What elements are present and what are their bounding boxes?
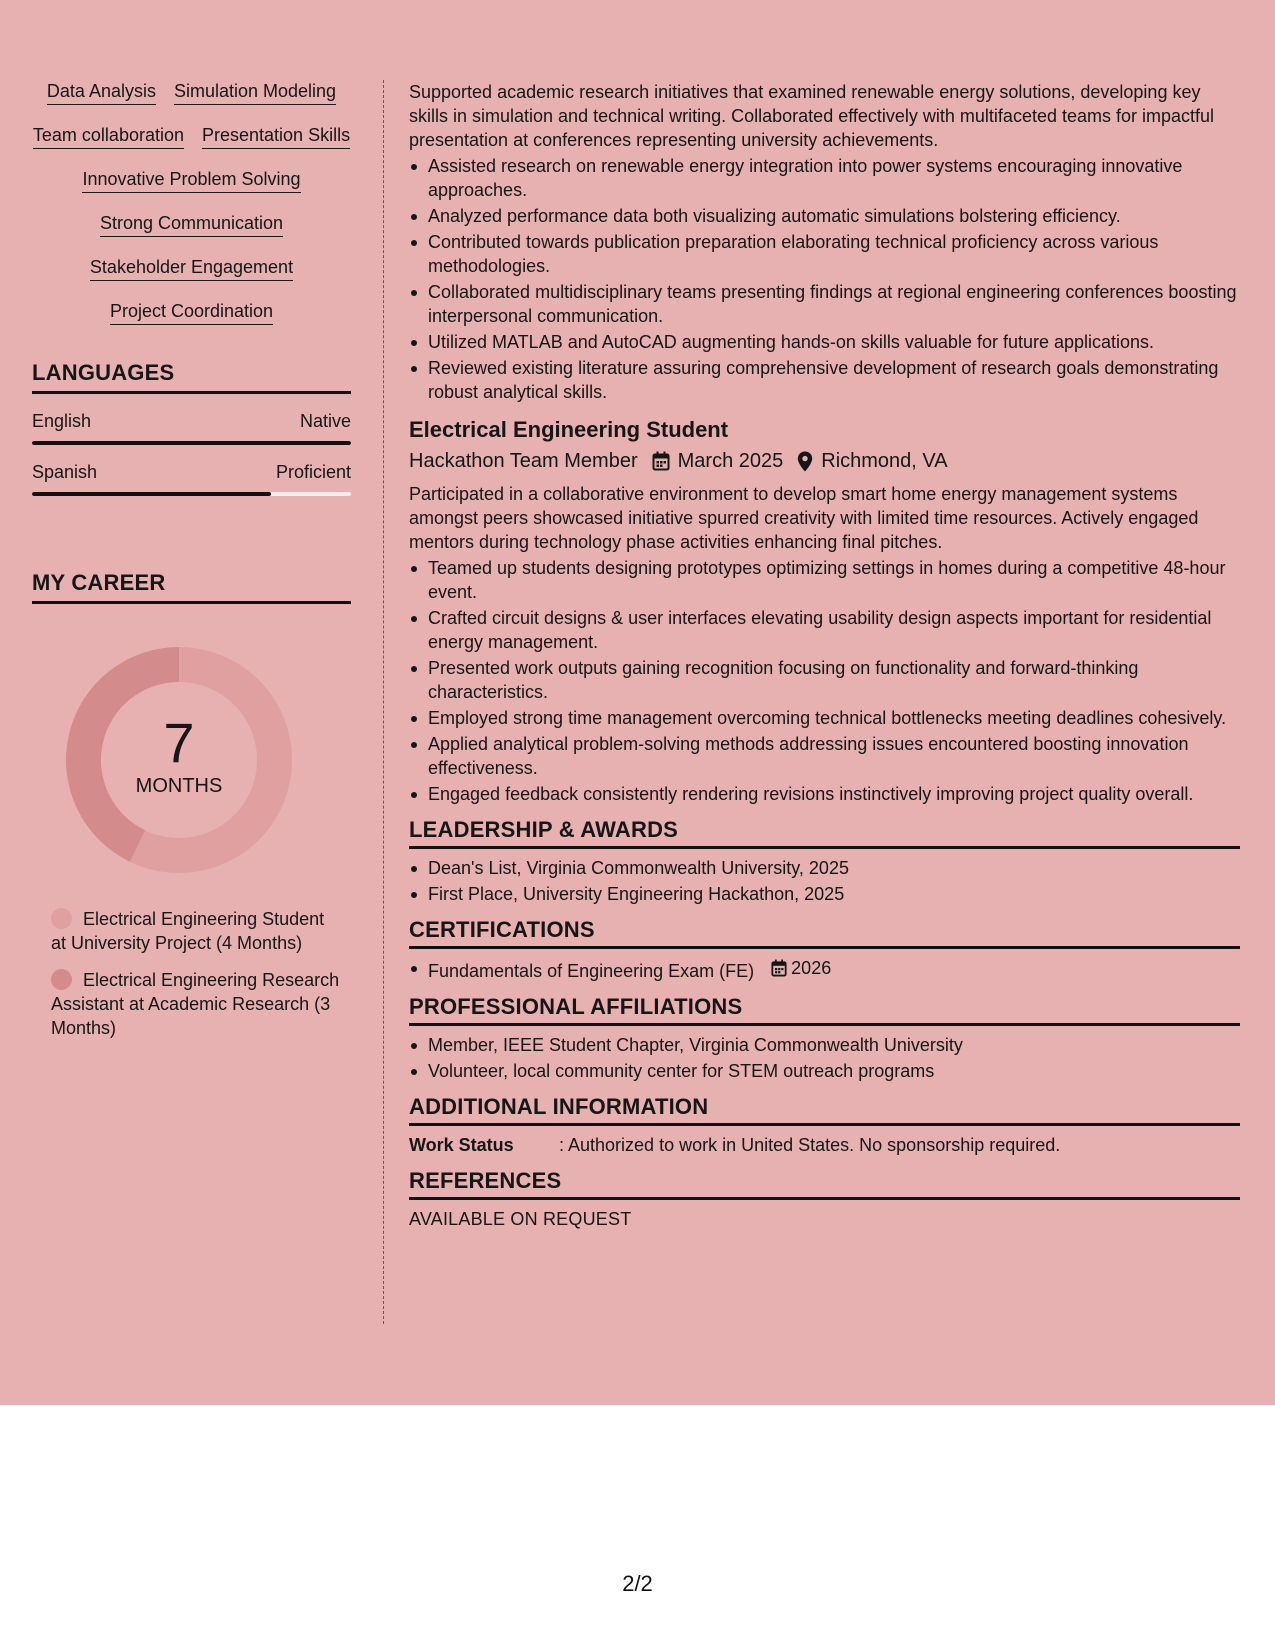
job-location: Richmond, VA (821, 450, 948, 472)
calendar-icon (771, 959, 787, 977)
certifications-list (409, 956, 1240, 983)
career-legend (51, 907, 341, 1040)
info-key: Work Status (409, 1135, 514, 1155)
job-title: Electrical Engineering Student (409, 417, 729, 442)
skill-tag: Strong Communication (100, 212, 283, 237)
career-heading: MY CAREER (32, 570, 351, 604)
affiliations-heading: PROFESSIONAL AFFILIATIONS (409, 995, 1240, 1026)
career-donut-chart (66, 647, 292, 873)
certifications-section (409, 918, 1240, 983)
legend-item (51, 907, 341, 955)
page-number: 2/2 (622, 1571, 653, 1596)
legend-item (51, 968, 341, 1040)
leadership-list (409, 856, 1240, 906)
language-item (32, 410, 351, 445)
leadership-section (409, 818, 1240, 906)
certification-year-wrap (771, 956, 831, 980)
experience-bullets (409, 154, 1240, 404)
bullet-item: Collaborated multidisciplinary teams presenting findings at regional engineering conferences boosting interpersonal communication. (409, 280, 1240, 328)
bullet-item: Applied analytical problem-solving methods addressing issues encountered boosting innovation effectiveness. (409, 732, 1240, 780)
job-summary: Participated in a collaborative environment to develop smart home energy management systems amongst peers showcased initiative spurred creativity with limited time resources. Actively engaged mentors during technology phase activities enhancing final pitches. (409, 484, 1199, 552)
bullet-item: Member, IEEE Student Chapter, Virginia Commonwealth University (409, 1033, 1240, 1057)
skill-tag: Presentation Skills (202, 124, 350, 149)
experience-continued (409, 80, 1240, 404)
bullet-item: Contributed towards publication preparation elaborating technical proficiency across various methodologies. (409, 230, 1240, 278)
language-proficiency-fill (32, 492, 271, 496)
skills-list (32, 80, 351, 344)
job-date: March 2025 (677, 450, 784, 472)
additional-info-section (409, 1095, 1240, 1157)
bullet-item: Utilized MATLAB and AutoCAD augmenting hands-on skills valuable for future applications. (409, 330, 1240, 354)
calendar-icon (652, 451, 670, 471)
language-level: Proficient (275, 462, 351, 482)
language-proficiency-bar (32, 492, 351, 496)
affiliations-list (409, 1033, 1240, 1083)
right-column (409, 80, 1240, 1231)
bullet-item: Presented work outputs gaining recognition focusing on functionality and forward-thinking characteristics. (409, 656, 1240, 704)
bullet-item: First Place, University Engineering Hackathon, 2025 (409, 882, 1240, 906)
language-level: Native (299, 411, 351, 431)
career-total-unit: MONTHS (135, 775, 223, 797)
language-item (32, 461, 351, 496)
skill-tag: Project Coordination (110, 300, 273, 325)
legend-label: Electrical Engineering Student at University Project (4 Months) (51, 909, 325, 953)
legend-dot (51, 908, 72, 929)
references-section (409, 1169, 1240, 1231)
references-text: AVAILABLE ON REQUEST (409, 1209, 632, 1229)
additional-info-heading: ADDITIONAL INFORMATION (409, 1095, 1240, 1126)
leadership-heading: LEADERSHIP & AWARDS (409, 818, 1240, 849)
info-value: : Authorized to work in United States. No sponsorship required. (559, 1135, 1061, 1155)
languages-heading: LANGUAGES (32, 360, 351, 394)
job-meta (409, 448, 1240, 474)
career-total-number: 7 (163, 711, 195, 774)
certification-name: Fundamentals of Engineering Exam (FE) (428, 961, 755, 981)
language-proficiency-fill (32, 441, 351, 445)
languages-section (32, 360, 351, 496)
experience-summary: Supported academic research initiatives that examined renewable energy solutions, developing key skills in simulation and technical writing. Collaborated effectively with multifaceted teams for impactful presentation at conferences representing university achievements. (409, 82, 1215, 150)
certifications-heading: CERTIFICATIONS (409, 918, 1240, 949)
bullet-item: Assisted research on renewable energy integration into power systems encouraging innovative approaches. (409, 154, 1240, 202)
bullet-item: Volunteer, local community center for STEM outreach programs (409, 1059, 1240, 1083)
bullet-item: Reviewed existing literature assuring comprehensive development of research goals demonstrating robust analytical skills. (409, 356, 1240, 404)
left-column (32, 80, 351, 1053)
column-divider (383, 80, 384, 1324)
certification-year: 2026 (791, 958, 832, 978)
bullet-item: Engaged feedback consistently rendering revisions instinctively improving project quality overall. (409, 782, 1240, 806)
skill-tag: Team collaboration (33, 124, 184, 149)
job-bullets (409, 556, 1240, 806)
bullet-item: Teamed up students designing prototypes optimizing settings in homes during a competitive 48-hour event. (409, 556, 1240, 604)
job-entry (409, 416, 1240, 806)
legend-dot (51, 969, 72, 990)
skill-tag: Data Analysis (47, 80, 156, 105)
language-proficiency-bar (32, 441, 351, 445)
location-pin-icon (797, 451, 813, 472)
skill-tag: Simulation Modeling (174, 80, 336, 105)
skill-tag: Innovative Problem Solving (82, 168, 300, 193)
language-name: English (32, 411, 92, 431)
bullet-item: Employed strong time management overcoming technical bottlenecks meeting deadlines cohesively. (409, 706, 1240, 730)
language-name: Spanish (32, 462, 98, 482)
certification-item (409, 956, 1240, 983)
bullet-item: Analyzed performance data both visualizing automatic simulations bolstering efficiency. (409, 204, 1240, 228)
legend-label: Electrical Engineering Research Assistant at Academic Research (3 Months) (51, 970, 340, 1038)
donut-center (66, 647, 292, 873)
job-role: Hackathon Team Member (409, 450, 638, 472)
career-section (32, 570, 351, 1040)
info-row (409, 1133, 1240, 1157)
bullet-item: Dean's List, Virginia Commonwealth University, 2025 (409, 856, 1240, 880)
skill-tag: Stakeholder Engagement (90, 256, 293, 281)
affiliations-section (409, 995, 1240, 1083)
references-heading: REFERENCES (409, 1169, 1240, 1200)
bullet-item: Crafted circuit designs & user interfaces elevating usability design aspects important for residential energy management. (409, 606, 1240, 654)
